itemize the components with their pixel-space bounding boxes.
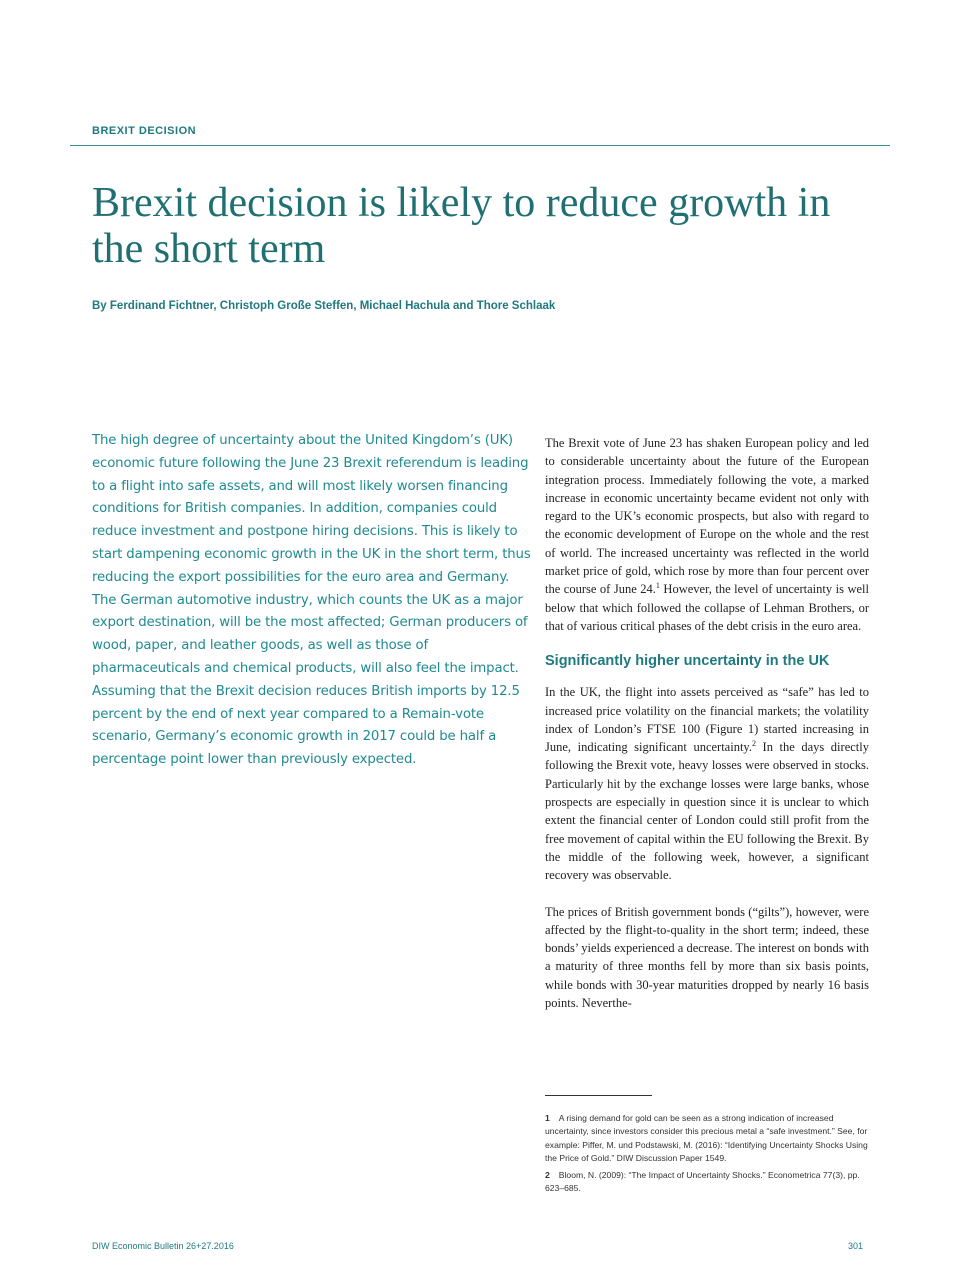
section-label: BREXIT DECISION — [92, 125, 197, 137]
article-authors: By Ferdinand Fichtner, Christoph Große Steffen, Michael Hachula and Thore Schlaak — [92, 300, 556, 312]
footnote-ref-1[interactable]: 1 — [655, 581, 660, 591]
page-number: 301 — [848, 1241, 864, 1251]
body-paragraph-1: The Brexit vote of June 23 has shaken European policy and led to considerable uncertainty about the future of the European integration process. Immediately following the vote, a marked increase in economic uncertainty became evident not only with regard to the UK’s economic prospects, but also with regard to the economic development of Europe on the whole and the rest of world. The increased uncertainty was reflected in the world market price of gold, which rose by more than four percent over the course of June 24.$^1$ However, the level of uncertainty is well below that which followed the collapse of Lehman Brothers, or that of various critical phases of the debt crisis in the euro area. — [545, 436, 869, 633]
footnote-2: 2 Bloom, N. (2009): “The Impact of Uncertainty Shocks.” Econometrica 77(3), pp. 623–685. — [545, 1169, 860, 1194]
section-heading: Significantly higher uncertainty in the UK — [545, 653, 830, 670]
section-divider — [70, 145, 890, 146]
body-paragraph-3: The prices of British government bonds (“gilts”), however, were affected by the flight-to-quality in the short term; indeed, these bonds’ yields experienced a decrease. The interest on bonds with a maturity of three months fell by more than six basis points, while bonds with 30-year maturities dropped by nearly 16 basis points. Neverthe- — [545, 904, 869, 1011]
article-abstract: The high degree of uncertainty about the United Kingdom’s (UK) economic future following the June 23 Brexit referendum is leading to a flight into safe assets, and will most likely worsen financing conditions for British companies. In addition, companies could reduce investment and postpone hiring decisions. This is likely to start dampening economic growth in the UK in the short term, thus reducing the export possibilities for the euro area and Germany. The German automotive industry, which counts the UK as a major export destination, will be the most affected; German producers of wood, paper, and leather goods, as well as those of pharmaceuticals and chemical products, will also feel the impact. Assuming that the Brexit decision reduces British imports by 12.5 percent by the end of next year compared to a Remain-vote scenario, Germany’s economic growth in 2017 could be half a percentage point lower than previously expected. — [92, 433, 531, 768]
article-title: Brexit decision is likely to reduce growth in the short term — [92, 180, 831, 272]
footnote-divider — [545, 1095, 652, 1096]
footnote-ref-2[interactable]: 2 — [752, 739, 756, 748]
footnotes — [545, 1112, 871, 1198]
body-paragraph-2: In the UK, the flight into assets perceived as “safe” has led to increased price volatility on the financial markets; the volatility index of London’s FTSE 100 (Figure 1) started increasing in June, indicating significant uncertainty.$^2$ In the days directly following the Brexit vote, heavy losses were observed in stocks. Particularly hit by the exchange losses were large banks, whose prospects are especially in question since it is unclear to which extent the financial center of London could still profit from the free movement of capital within the EU following the Brexit. By the middle of the following week, however, a significant recovery was observable. — [545, 685, 869, 883]
publication-name: DIW Economic Bulletin 26+27.2016 — [92, 1241, 234, 1251]
footnote-1: 1 A rising demand for gold can be seen as a strong indication of increased uncertainty, since investors consider this precious metal a “safe investment.” See, for example: Piffer, M. und Podstawski, M. (2016): “Identifying Uncertainty Shocks Using the Price of Gold.” DIW Discussion Paper 1549. — [545, 1113, 868, 1164]
body-column — [545, 434, 869, 1012]
